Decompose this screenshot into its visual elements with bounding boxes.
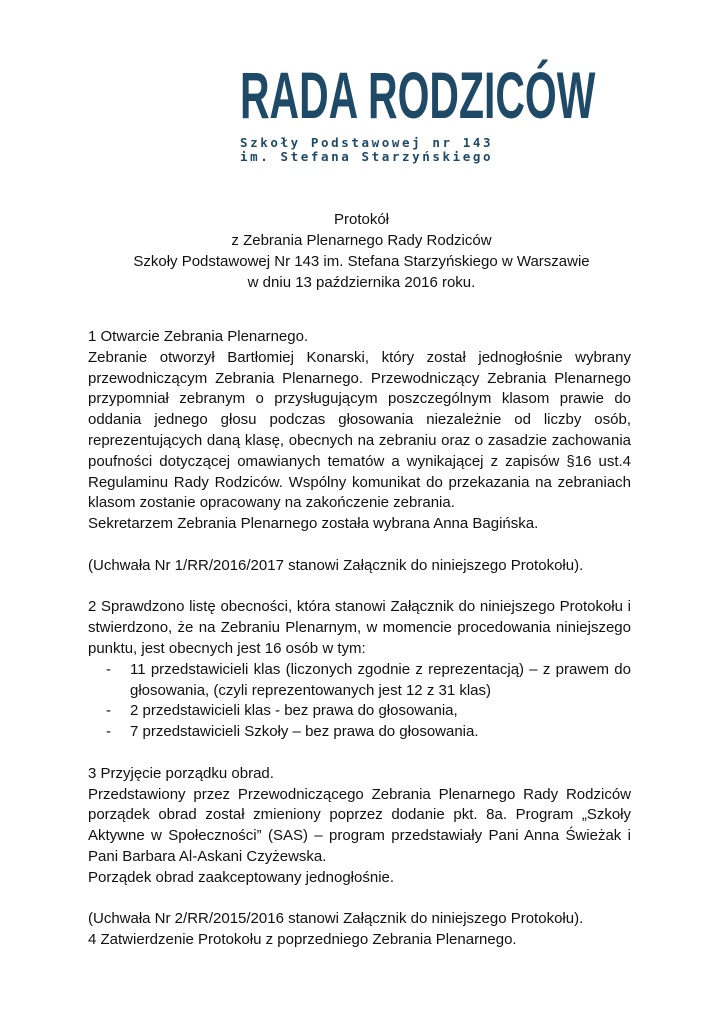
dash-bullet: - [106, 660, 111, 678]
list-item [106, 701, 631, 722]
attendance-list [88, 660, 631, 743]
section-1-secretary: Sekretarzem Zebrania Plenarnego została wybrana Anna Bagińska. [88, 515, 539, 533]
section-3-title: 3 Przyjęcie porządku obrad. [88, 764, 274, 782]
heading-school: Szkoły Podstawowej Nr 143 im. Stefana Starzyńskiego w Warszawie [133, 253, 590, 270]
spacer [88, 889, 631, 910]
section-2-body: 2 Sprawdzono listę obecności, która stanowi Załącznik do niniejszego Protokołu i stwierdzono, że na Zebraniu Plenarnym, w momencie procedowania niniejszego punktu, jest obecnych jest 16 osób w tym: [88, 598, 631, 657]
section-3-accepted: Porządek obrad zaakceptowany jednogłośnie. [88, 868, 395, 886]
heading-meeting: z Zebrania Plenarnego Rady Rodziców [231, 232, 492, 249]
dash-bullet: - [106, 723, 111, 741]
spacer [88, 743, 631, 764]
list-item-text: 11 przedstawicieli klas (liczonych zgodnie z reprezentacją) – z prawem do głosowania, (czyli reprezentowanych jest 12 z 31 klas) [130, 660, 631, 699]
section-1-resolution: (Uchwała Nr 1/RR/2016/2017 stanowi Załącznik do niniejszego Protokołu). [88, 556, 584, 574]
dash-bullet: - [106, 702, 111, 720]
document-body [88, 327, 631, 951]
logo-title: RADA RODZICÓW [240, 58, 596, 132]
section-3-body: Przedstawiony przez Przewodniczącego Zebrania Plenarnego Rady Rodziców porządek obrad został zmieniony poprzez dodanie pkt. 8a. Program „Szkoły Aktywne w Społeczności” (SAS) – program przedstawiały Pani Anna Śwież‌ak i Pani Barbara Al-Askani Czyżewska. [88, 785, 631, 865]
list-item-text: 7 przedstawicieli Szkoły – bez prawa do głosowania. [130, 723, 479, 741]
list-item-text: 2 przedstawicieli klas - bez prawa do głosowania, [130, 702, 458, 720]
spacer [88, 535, 631, 556]
heading-date: w dniu 13 października 2016 roku. [247, 274, 476, 291]
logo-subtitle-school: Szkoły Podstawowej nr 143 [240, 135, 494, 150]
heading-title: Protokół [333, 211, 390, 228]
document-heading [0, 209, 723, 293]
rada-rodzicow-logo [240, 58, 596, 164]
spacer [88, 577, 631, 598]
logo-subtitle-patron: im. Stefana Starzyńskiego [240, 149, 494, 164]
list-item [106, 722, 631, 743]
section-1-title: 1 Otwarcie Zebrania Plenarnego. [88, 328, 309, 345]
section-4-title: 4 Zatwierdzenie Protokołu z poprzedniego Zebrania Plenarnego. [88, 931, 517, 949]
section-3-resolution: (Uchwała Nr 2/RR/2015/2016 stanowi Załącznik do niniejszego Protokołu). [88, 910, 584, 928]
section-1-body: Zebranie otworzył Bartłomiej Konarski, który został jednogłośnie wybrany przewodniczącym Zebrania Plenarnego. Przewodniczący Zebrania Plenarnego przypomniał zebranym o przysługującym poszczególnym klasom prawie do oddania jednego głosu podczas głosowania niezależnie od liczby osób, reprezentujących daną klasę, obecnych na zebraniu oraz o zasadzie zachowania poufności dotyczącej omawianych tematów a wynikającej z zapisów §16 ust.4 Regulaminu Rady Rodziców. Wspólny komunikat do przekazania na zebraniach klasom zostanie opracowany na zakończenie zebrania. [88, 348, 631, 512]
list-item [106, 660, 631, 702]
